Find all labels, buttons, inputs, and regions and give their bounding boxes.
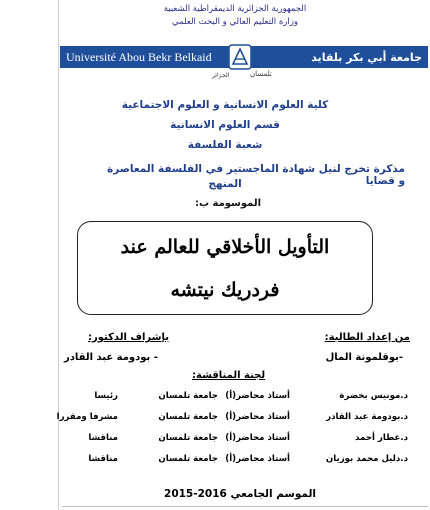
jury-member-university: جامعة تلمسان — [158, 412, 218, 422]
university-logo-icon — [228, 44, 252, 70]
student-name: -بوقلمونة المال — [325, 352, 403, 363]
logo-country-label: الجزائر — [212, 72, 230, 79]
department-name: قسم العلوم الانسانية — [170, 119, 280, 131]
jury-member-name: د.بودومة عبد القادر — [326, 412, 408, 422]
footer-divider — [62, 506, 428, 507]
jury-row — [40, 454, 408, 474]
jury-member-role: مناقشا — [88, 433, 118, 443]
jury-row — [40, 433, 408, 453]
jury-member-rank: أستاذ محاضر(أ) — [225, 412, 290, 422]
branch-name: شعبة الفلسفة — [187, 139, 263, 151]
season-label: الموسم الجامعي — [230, 488, 316, 500]
student-label: من إعداد الطالبة: — [324, 332, 410, 343]
academic-season — [160, 488, 320, 500]
jury-member-university: جامعة تلمسان — [158, 391, 218, 401]
supervisor-label: بإشراف الدكتور: — [88, 332, 169, 343]
header-republic: الجمهورية الجزائرية الديمقراطية الشعبية — [163, 4, 307, 14]
jury-label: لجنة المناقشة: — [192, 370, 266, 381]
jury-member-role: مشرفا ومقررا — [56, 412, 118, 422]
thesis-description-cont: المنهج — [208, 178, 242, 190]
titled-label: الموسومة ب: — [195, 198, 262, 209]
jury-member-role: رئيسا — [94, 391, 118, 401]
jury-member-name: د.عطار أحمد — [355, 433, 408, 443]
jury-member-rank: أستاذ محاضر(أ) — [225, 433, 290, 443]
jury-member-university: جامعة تلمسان — [158, 433, 218, 443]
thesis-title-box — [77, 221, 373, 315]
jury-member-role: مناقشا — [88, 454, 118, 464]
jury-member-name: د.دليل محمد بوزيان — [325, 454, 408, 464]
jury-member-rank: أستاذ محاضر(أ) — [225, 391, 290, 401]
jury-member-rank: أستاذ محاضر(أ) — [225, 454, 290, 464]
university-name-fr: Université Abou Bekr Belkaid — [66, 49, 212, 64]
university-name-ar: جامعة أبي بكر بلقايد — [311, 50, 422, 64]
city-label: تلمسان — [250, 70, 272, 78]
thesis-title-line2: فردريك نيتشه — [170, 279, 280, 301]
jury-member-university: جامعة تلمسان — [158, 454, 218, 464]
faculty-name: كلية العلوم الانسانية و العلوم الاجتماعية — [121, 99, 329, 111]
thesis-description: مذكرة تخرج لنيل شهادة الماجستير في الفلسفة المعاصرة و قضايا — [107, 163, 405, 187]
jury-row — [40, 391, 408, 411]
season-years: 2016-2015 — [164, 488, 227, 500]
jury-member-name: د.مونيس بخضرة — [339, 391, 408, 401]
header-ministry: وزارة التعليم العالي و البحث العلمي — [172, 17, 298, 27]
thesis-title-line1: التأويل الأخلاقي للعالم عند — [120, 236, 330, 258]
jury-row — [40, 412, 408, 432]
supervisor-name: - بودومة عبد القادر — [64, 352, 158, 363]
